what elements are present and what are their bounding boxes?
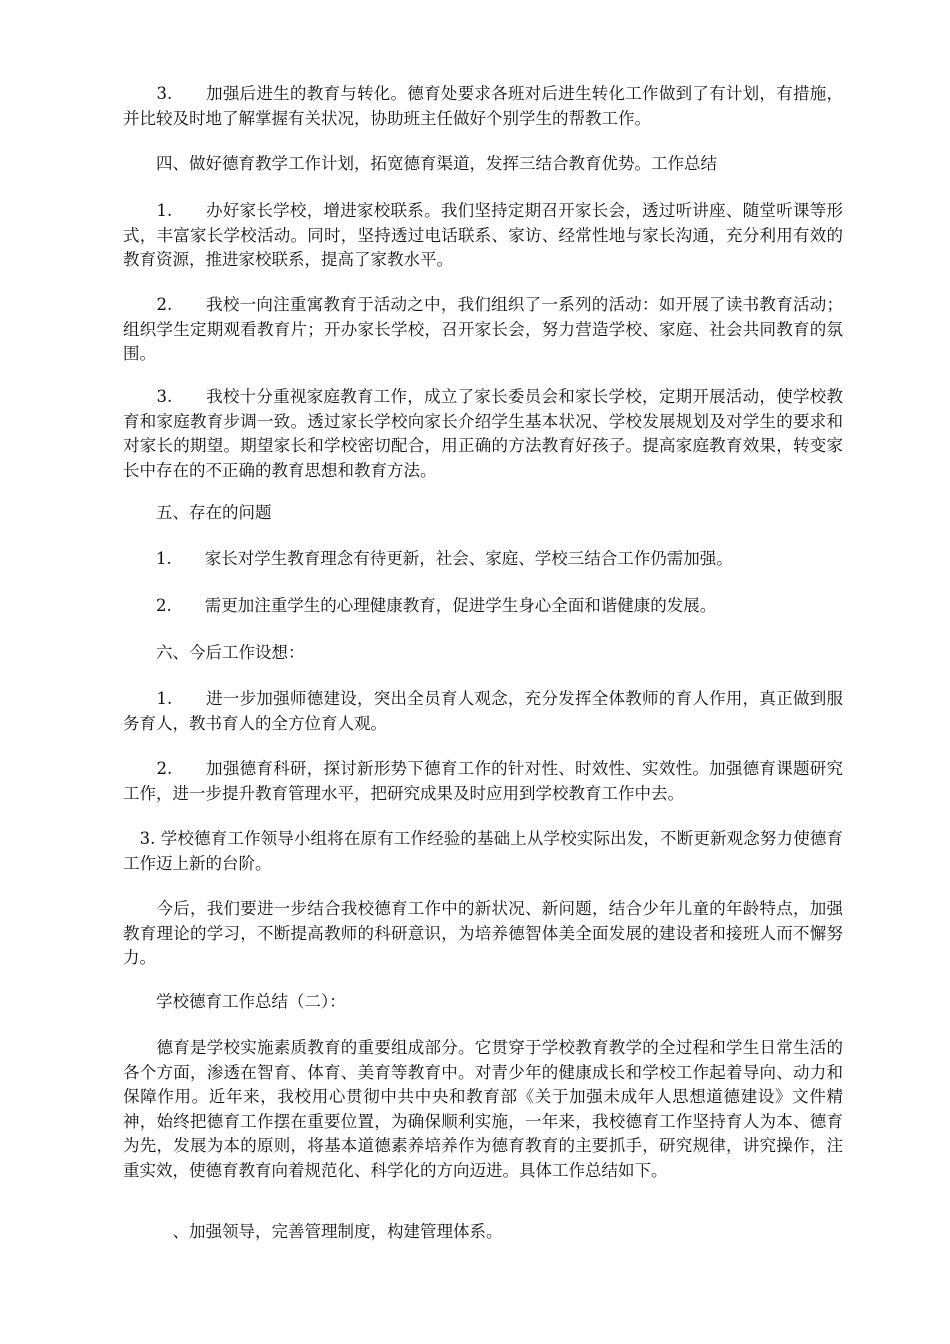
- paragraph-future: 今后，我们要进一步结合我校德育工作中的新状况、新问题，结合少年儿童的年龄特点，加强教育理论的学习，不断提高教师的科研意识，为培养德智体美全面发展的建设者和接班人而不懈努力。: [123, 899, 843, 967]
- paragraph-plan-3: 3. 学校德育工作领导小组将在原有工作经验的基础上从学校实际出发，不断更新观念努力使德育工作迈上新的台阶。: [123, 829, 843, 873]
- paragraph-activities: 2. 我校一向注重寓教育于活动之中，我们组织了一系列的活动：如开展了读书教育活动；组织学生定期观看教育片；开办家长学校，召开家长会，努力营造学校、家庭、社会共同教育的氛围。: [123, 295, 843, 363]
- paragraph-problem-1: 1. 家长对学生教育理念有待更新，社会、家庭、学校三结合工作仍需加强。: [123, 549, 733, 568]
- paragraph-moral-education-intro: 德育是学校实施素质教育的重要组成部分。它贯穿于学校教育教学的全过程和学生日常生活的各个方面，渗透在智育、体育、美育等教育中。对青少年的健康成长和学校工作起着导向、动力和保障作用。近年来，我校用心贯彻中共中央和教育部《关于加强未成年人思想道德建设》文件精神，始终把德育工作摆在重要位置，为确保顺利实施，一年来，我校德育工作坚持育人为本、德育为先，发展为本的原则，将基本道德素养培养作为德育教育的主要抓手，研究规律，讲究操作，注重实效，使德育教育向着规范化、科学化的方向迈进。具体工作总结如下。: [123, 1038, 843, 1180]
- paragraph-leadership-heading: 、加强领导，完善管理制度，构建管理体系。: [123, 1222, 503, 1241]
- paragraph-family-education: 3. 我校十分重视家庭教育工作，成立了家长委员会和家长学校，定期开展活动，使学校教育和家庭教育步调一致。透过家长学校向家长介绍学生基本状况、学校发展规划及对学生的要求和对家长的期望。期望家长和学校密切配合，用正确的方法教育好孩子。提高家庭教育效果，转变家长中存在的不正确的教育思想和教育方法。: [123, 387, 843, 480]
- section-title-summary-two: 学校德育工作总结（二）：: [123, 992, 346, 1011]
- section-heading-six: 六、今后工作设想：: [123, 643, 305, 662]
- paragraph-problem-2: 2. 需更加注重学生的心理健康教育，促进学生身心全面和谐健康的发展。: [123, 596, 717, 615]
- section-heading-four: 四、做好德育教学工作计划，拓宽德育渠道，发挥三结合教育优势。工作总结: [123, 154, 717, 173]
- paragraph-latecomer-education: 3. 加强后进生的教育与转化。德育处要求各班对后进生转化工作做到了有计划，有措施，并比较及时地了解掌握有关状况，协助班主任做好个别学生的帮教工作。: [123, 84, 843, 128]
- paragraph-parent-school: 1. 办好家长学校，增进家校联系。我们坚持定期召开家长会，透过听讲座、随堂听课等形式，丰富家长学校活动。同时，坚持透过电话联系、家访、经常性地与家长沟通，充分利用有效的教育资源，推进家校联系，提高了家教水平。: [123, 201, 843, 269]
- section-heading-five: 五、存在的问题: [123, 503, 272, 522]
- paragraph-plan-1: 1. 进一步加强师德建设，突出全员育人观念，充分发挥全体教师的育人作用，真正做到服务育人，教书育人的全方位育人观。: [123, 689, 843, 733]
- paragraph-plan-2: 2. 加强德育科研，探讨新形势下德育工作的针对性、时效性、实效性。加强德育课题研究工作，进一步提升教育管理水平，把研究成果及时应用到学校教育工作中去。: [123, 759, 843, 803]
